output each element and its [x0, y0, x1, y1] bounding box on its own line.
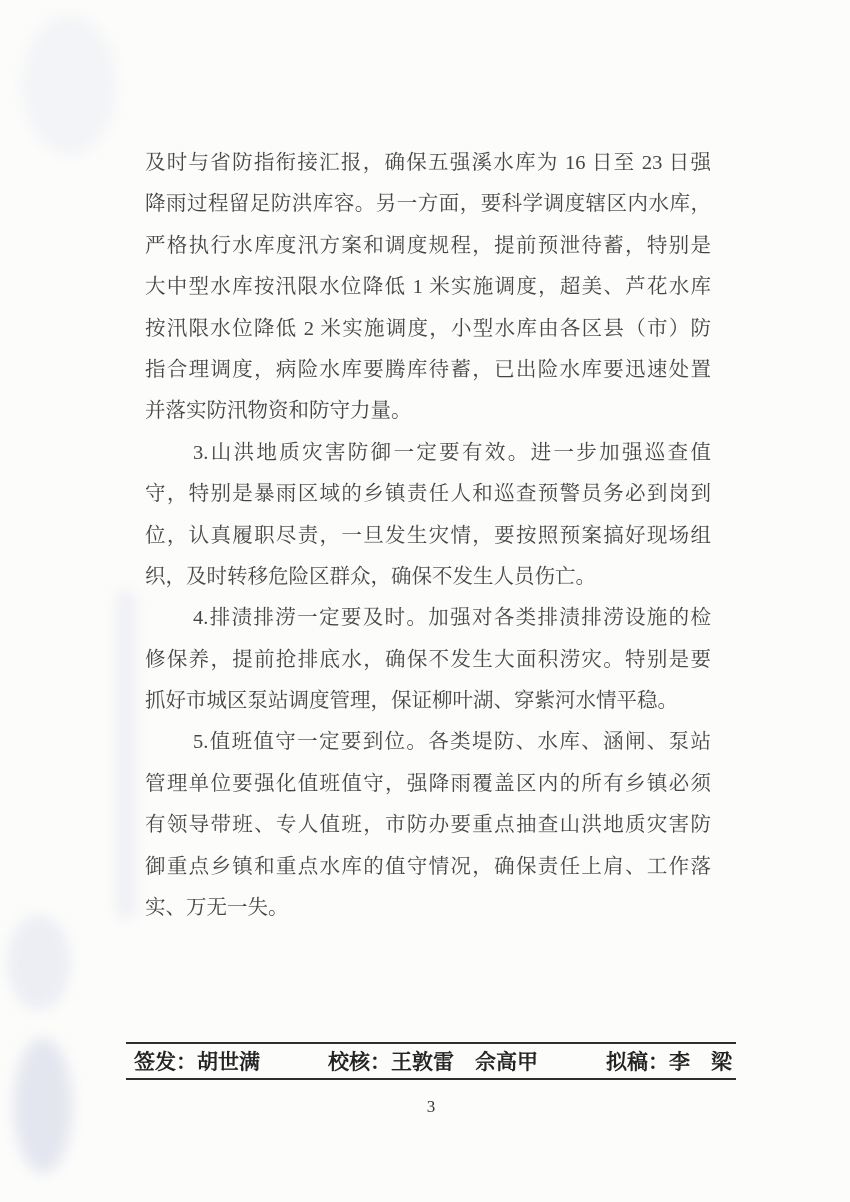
text-line: 抓好市城区泵站调度管理，保证柳叶湖、穿紫河水情平稳。	[145, 690, 678, 713]
text-line: 守，特别是暴雨区域的乡镇责任人和巡查预警员务必到岗到	[145, 483, 711, 506]
footer-signer-label: 签发：	[134, 1050, 197, 1074]
text-line: 及时与省防指衔接汇报，确保五强溪水库为 16 日至 23 日强	[145, 152, 711, 174]
text-line: 并落实防汛物资和防守力量。	[145, 400, 412, 423]
text-line: 严格执行水库度汛方案和调度规程，提前预泄待蓄，特别是	[145, 234, 711, 257]
text-line: 按汛限水位降低 2 米实施调度，小型水库由各区县（市）防	[145, 317, 711, 340]
text-line: 5.值班值守一定要到位。各类堤防、水库、涵闸、泵站	[193, 731, 711, 754]
text-line: 3.山洪地质灾害防御一定要有效。进一步加强巡查值	[193, 441, 711, 464]
text-line: 实、万无一失。	[145, 897, 289, 920]
document-body	[145, 143, 711, 929]
page-number: 3	[426, 1097, 436, 1116]
text-line: 降雨过程留足防洪库容。另一方面，要科学调度辖区内水库，	[145, 193, 711, 216]
scan-artifact	[116, 590, 136, 920]
text-line: 管理单位要强化值班值守，强降雨覆盖区内的所有乡镇必须	[145, 772, 711, 795]
scan-artifact	[14, 1038, 72, 1173]
footer-signer-name: 胡世满	[197, 1050, 260, 1074]
footer-proofreaders-names: 王敦雷 佘高甲	[391, 1050, 538, 1074]
text-line: 有领导带班、专人值班，市防办要重点抽查山洪地质灾害防	[145, 814, 711, 837]
scan-artifact	[8, 915, 70, 1010]
footer-signer	[134, 1046, 260, 1076]
text-line: 位，认真履职尽责，一旦发生灾情，要按照预案搞好现场组	[145, 524, 711, 547]
text-line: 指合理调度，病险水库要腾库待蓄，已出险水库要迅速处置	[145, 358, 711, 381]
text-line: 御重点乡镇和重点水库的值守情况，确保责任上肩、工作落	[145, 855, 711, 878]
scan-artifact	[22, 15, 117, 155]
footer-proofreaders-label: 校核：	[328, 1050, 391, 1074]
signature-footer	[126, 1042, 736, 1080]
footer-proofreaders	[328, 1046, 538, 1076]
footer-drafter	[606, 1046, 732, 1076]
text-line: 大中型水库按汛限水位降低 1 米实施调度，超美、芦花水库	[145, 276, 711, 299]
text-line: 织，及时转移危险区群众，确保不发生人员伤亡。	[145, 565, 596, 588]
text-line: 修保养，提前抢排底水，确保不发生大面积涝灾。特别是要	[145, 648, 711, 671]
text-line: 4.排渍排涝一定要及时。加强对各类排渍排涝设施的检	[193, 607, 711, 630]
footer-drafter-name: 李 梁	[669, 1050, 732, 1074]
footer-drafter-label: 拟稿：	[606, 1050, 669, 1074]
